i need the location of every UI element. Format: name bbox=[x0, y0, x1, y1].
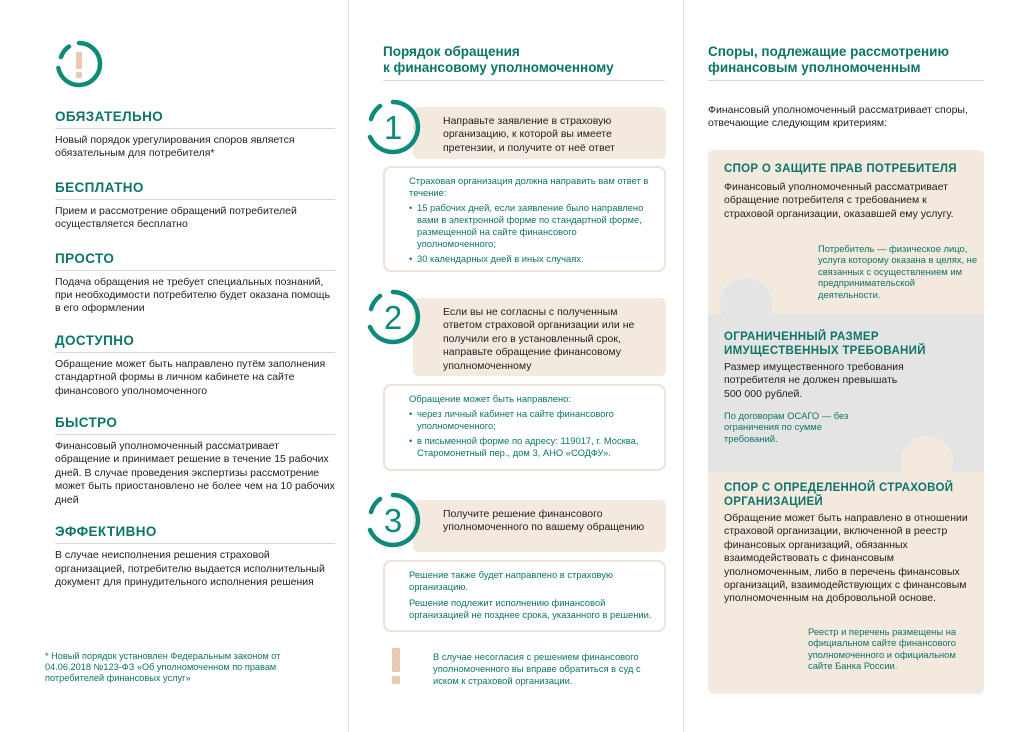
step-3-text: Получите решение финансового уполномоченного по вашему обращению bbox=[443, 508, 645, 534]
section-text: В случае неисполнения решения страховой организацией, потребителю выдается исполнительный документ для принудительного исполнения решения bbox=[55, 549, 325, 588]
criterion-2-title-line1: ОГРАНИЧЕННЫЙ РАЗМЕР bbox=[724, 331, 879, 343]
criterion-3-text: Обращение может быть направлено в отношении страховой организации, включенной в реестр финансовых организаций, обязанных взаимодействовать с финансовым уполномоченным, либо в перечень финансовых организаций, взаимодействующих с финансовым уполномоченным на добровольной основе. bbox=[724, 512, 968, 605]
list-item: • через личный кабинет на сайте финансового уполномоченного; bbox=[409, 408, 654, 432]
step-1-box bbox=[413, 107, 666, 159]
criterion-1-note: Потребитель — физическое лицо, услуга которому оказана в целях, не связанных с осуществлением им предпринимательской деятельности. bbox=[818, 243, 978, 300]
section-text: Прием и рассмотрение обращений потребителей осуществляется бесплатно bbox=[55, 204, 297, 231]
section-divider bbox=[55, 270, 335, 271]
section-divider bbox=[55, 543, 335, 544]
criterion-3-note: Реестр и перечень размещены на официальном сайте финансового уполномоченного и официальном сайте Банка России. bbox=[808, 626, 957, 672]
section-title: БЫСТРО bbox=[55, 415, 118, 431]
section-title: БЕСПЛАТНО bbox=[55, 179, 144, 195]
criterion-3-title-line2: ОРГАНИЗАЦИЕЙ bbox=[724, 495, 823, 508]
step-3-info bbox=[383, 560, 666, 632]
criterion-2-title bbox=[724, 331, 974, 358]
disputes-title-line1: Споры, подлежащие рассмотрению bbox=[708, 44, 949, 59]
fold-line-right bbox=[683, 0, 684, 732]
step-2-text: Если вы не согласны с полученным ответом страховой организации или не получили его в установленный срок, направьте обращение финансовому уполномоченному bbox=[443, 306, 635, 372]
step-2-info-intro: Обращение может быть направлено: bbox=[409, 393, 572, 404]
procedure-title-line2: к финансовому уполномоченному bbox=[383, 60, 614, 75]
step-2-info bbox=[383, 384, 666, 471]
step-1-info-list bbox=[409, 202, 654, 265]
section-accessible bbox=[55, 333, 335, 398]
step-1-text: Направьте заявление в страховую организацию, к которой вы имеете претензии, и получите от неё ответ bbox=[443, 115, 615, 154]
procedure-title-divider bbox=[383, 80, 665, 81]
procedure-title bbox=[383, 44, 665, 76]
step-3-box bbox=[413, 500, 666, 552]
column-benefits bbox=[55, 40, 335, 589]
section-text: Подача обращения не требует специальных познаний, при необходимости потребителю будет оказана помощь в его оформлении bbox=[55, 275, 331, 315]
step-1-info-intro: Страховая организация должна направить вам ответ в течение: bbox=[409, 175, 649, 198]
disputes-title-divider bbox=[708, 80, 984, 81]
list-item: • 15 рабочих дней, если заявление было направлено вами в электронной форме по стандартной форме, размещенной на сайте финансового уполномоченного; bbox=[409, 202, 654, 250]
section-divider bbox=[55, 199, 335, 200]
criteria-puzzle bbox=[708, 150, 984, 694]
section-title: ЭФФЕКТИВНО bbox=[55, 524, 157, 540]
section-text: Финансовый уполномоченный рассматривает обращение и принимает решение в течение 15 рабочих дней. В случае проведения экспертизы рассмотрение может быть приостановлено не более чем на 10 рабочих дней bbox=[55, 440, 335, 506]
step-3-number-label: 3 bbox=[383, 502, 403, 539]
step-2-number-label: 2 bbox=[383, 299, 403, 336]
criterion-1-title: СПОР О ЗАЩИТЕ ПРАВ ПОТРЕБИТЕЛЯ bbox=[724, 163, 957, 175]
procedure-title-line1: Порядок обращения bbox=[383, 44, 520, 59]
step-1-number bbox=[365, 99, 421, 155]
court-warning-text: В случае несогласия с решением финансового уполномоченного вы вправе обратиться в суд с иском к страховой организации. bbox=[433, 651, 641, 686]
step-2-info-list bbox=[409, 408, 654, 459]
section-title: ДОСТУПНО bbox=[55, 332, 135, 348]
criterion-2-title-line2: ИМУЩЕСТВЕННЫХ ТРЕБОВАНИЙ bbox=[724, 344, 926, 357]
step-3-info-p2: Решение подлежит исполнению финансовой организацией не позднее срока, указанного в решении. bbox=[409, 597, 652, 620]
step-3-number bbox=[365, 492, 421, 548]
step-1-info bbox=[383, 166, 666, 272]
section-text: Обращение может быть направлено путём заполнения стандартной формы в личном кабинете на сайте финансового уполномоченного bbox=[55, 357, 326, 397]
disputes-title bbox=[708, 44, 984, 76]
section-free bbox=[55, 180, 335, 232]
exclamation-icon bbox=[55, 40, 103, 88]
footnote: * Новый порядок установлен Федеральным законом от 04.06.2018 №123-ФЗ «Об уполномоченном по правам потребителей финансовых услуг» bbox=[45, 651, 281, 684]
section-fast bbox=[55, 415, 335, 507]
disputes-title-line2: финансовым уполномоченным bbox=[708, 60, 921, 75]
criterion-3-title-line1: СПОР С ОПРЕДЕЛЕННОЙ СТРАХОВОЙ bbox=[724, 482, 954, 494]
exclamation-icon bbox=[391, 648, 401, 684]
list-item: • 30 календарных дней в иных случаях. bbox=[409, 253, 654, 265]
section-effective bbox=[55, 524, 335, 589]
criterion-3-title bbox=[724, 482, 979, 509]
step-2-number bbox=[365, 289, 421, 345]
disputes-intro: Финансовый уполномоченный рассматривает споры, отвечающие следующим критериям: bbox=[708, 104, 968, 130]
step-2-box bbox=[413, 298, 666, 376]
list-item: • в письменной форме по адресу: 119017, г. Москва, Старомонетный пер., дом 3, АНО «СОДФУ». bbox=[409, 435, 654, 459]
section-divider bbox=[55, 128, 335, 129]
step-1-number-label: 1 bbox=[383, 109, 403, 146]
section-divider bbox=[55, 352, 335, 353]
fold-line-left bbox=[348, 0, 349, 732]
section-simple bbox=[55, 251, 335, 316]
criterion-2-text: Размер имущественного требования потребителя не должен превышать 500 000 рублей. bbox=[724, 361, 904, 400]
section-title: ПРОСТО bbox=[55, 250, 115, 266]
section-text: Новый порядок урегулирования споров является обязательным для потребителя* bbox=[55, 134, 295, 160]
criterion-1-text: Финансовый уполномоченный рассматривает обращение потребителя с требованием к страховой организации, оказавшей ему услугу. bbox=[724, 181, 954, 220]
step-3-info-p1: Решение также будет направлено в страховую организацию. bbox=[409, 569, 614, 592]
section-divider bbox=[55, 434, 335, 435]
criterion-2-note: По договорам ОСАГО — без ограничения по сумме требований. bbox=[724, 410, 849, 444]
section-title: ОБЯЗАТЕЛЬНО bbox=[55, 109, 164, 124]
section-mandatory bbox=[55, 109, 335, 161]
